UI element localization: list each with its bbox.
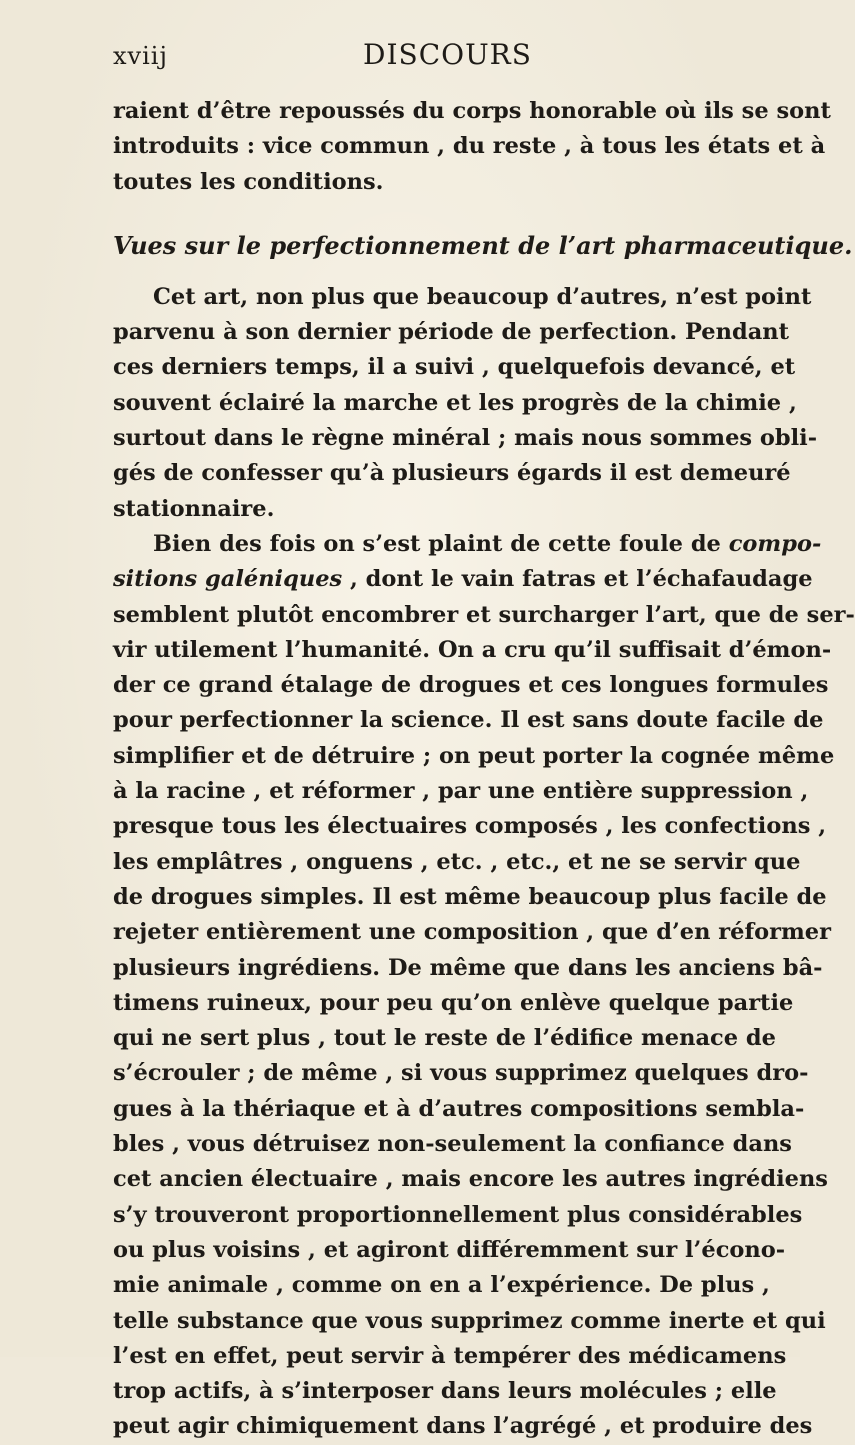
text-line: gues à la thériaque et à d’autres compositions sembla- (113, 1095, 805, 1122)
text-line: ou plus voisins , et agiront différemment sur l’écono- (113, 1236, 786, 1263)
text-line: Cet art, non plus que beaucoup d’autres, n’est point (153, 283, 812, 310)
text-line: de drogues simples. Il est même beaucoup plus facile de (113, 883, 827, 910)
text-line: les emplâtres , onguens , etc. , etc., et ne se servir que (113, 848, 801, 875)
text-line: mie animale , comme on en a l’expérience. De plus , (113, 1272, 770, 1299)
text-line: vir utilement l’humanité. On a cru qu’il suffisait d’émon- (113, 636, 832, 663)
paragraph (113, 280, 818, 527)
text-line (113, 562, 813, 597)
text-line: à la racine , et réformer , par une entière suppression , (113, 778, 809, 805)
text-line: introduits : vice commun , du reste , à tous les états et à (113, 133, 826, 160)
text-line: simplifier et de détruire ; on peut porter la cognée même (113, 742, 835, 769)
text-line: toutes les conditions. (113, 168, 384, 195)
text-line: qui ne sert plus , tout le reste de l’édifice menace de (113, 1025, 776, 1052)
text-line: cet ancien électuaire , mais encore les autres ingrédiens (113, 1166, 828, 1193)
text-line: peut agir chimiquement dans l’agrégé , et produire des (113, 1413, 813, 1440)
text-line: presque tous les électuaires composés , les confections , (113, 813, 827, 840)
text-line: l’est en effet, peut servir à tempérer des médicamens (113, 1342, 787, 1369)
text-line: semblent plutôt encombrer et surcharger l’art, que de ser- (113, 601, 855, 628)
italic-term: sitions galéniques (113, 566, 343, 593)
page-number: xviij (113, 42, 168, 70)
text-line: pour perfectionner la science. Il est sans doute facile de (113, 707, 824, 734)
text-line: gés de confesser qu’à plusieurs égards il est demeuré (113, 460, 791, 487)
text-line: parvenu à son dernier période de perfection. Pendant (113, 319, 790, 346)
text-line: trop actifs, à s’interposer dans leurs molécules ; elle (113, 1378, 777, 1405)
text-line: s’y trouveront proportionnellement plus considérables (113, 1201, 803, 1228)
text-line: telle substance que vous supprimez comme inerte et qui (113, 1307, 826, 1334)
text-line: s’écrouler ; de même , si vous supprimez quelques dro- (113, 1060, 809, 1087)
body-text (113, 94, 855, 1445)
text-line: surtout dans le règne minéral ; mais nous sommes obli- (113, 425, 818, 452)
text-run: Bien des fois on s’est plaint de cette foule de (153, 530, 729, 557)
text-line: bles , vous détruisez non-seulement la confiance dans (113, 1131, 792, 1158)
text-line: der ce grand étalage de drogues et ces longues formules (113, 672, 829, 699)
text-line: stationnaire. (113, 495, 275, 522)
paragraph (113, 527, 855, 1445)
text-line: plusieurs ingrédiens. De même que dans les anciens bâ- (113, 954, 823, 981)
section-heading: Vues sur le perfectionnement de l’art pharmaceutique. (113, 230, 853, 260)
text-run: , dont le vain fatras et l’échafaudage (342, 566, 813, 593)
text-line: timens ruineux, pour peu qu’on enlève quelque partie (113, 989, 794, 1016)
paragraph-continuation (113, 94, 831, 200)
text-line: rejeter entièrement une composition , que d’en réformer (113, 919, 831, 946)
text-line: souvent éclairé la marche et les progrès de la chimie , (113, 389, 797, 416)
text-line: ces derniers temps, il a suivi , quelquefois devancé, et (113, 354, 796, 381)
text-line (113, 527, 822, 562)
page-header (113, 38, 765, 78)
italic-term: compo- (728, 530, 822, 557)
running-title: DISCOURS (363, 38, 532, 71)
text-line: raient d’être repoussés du corps honorable où ils se sont (113, 98, 831, 124)
